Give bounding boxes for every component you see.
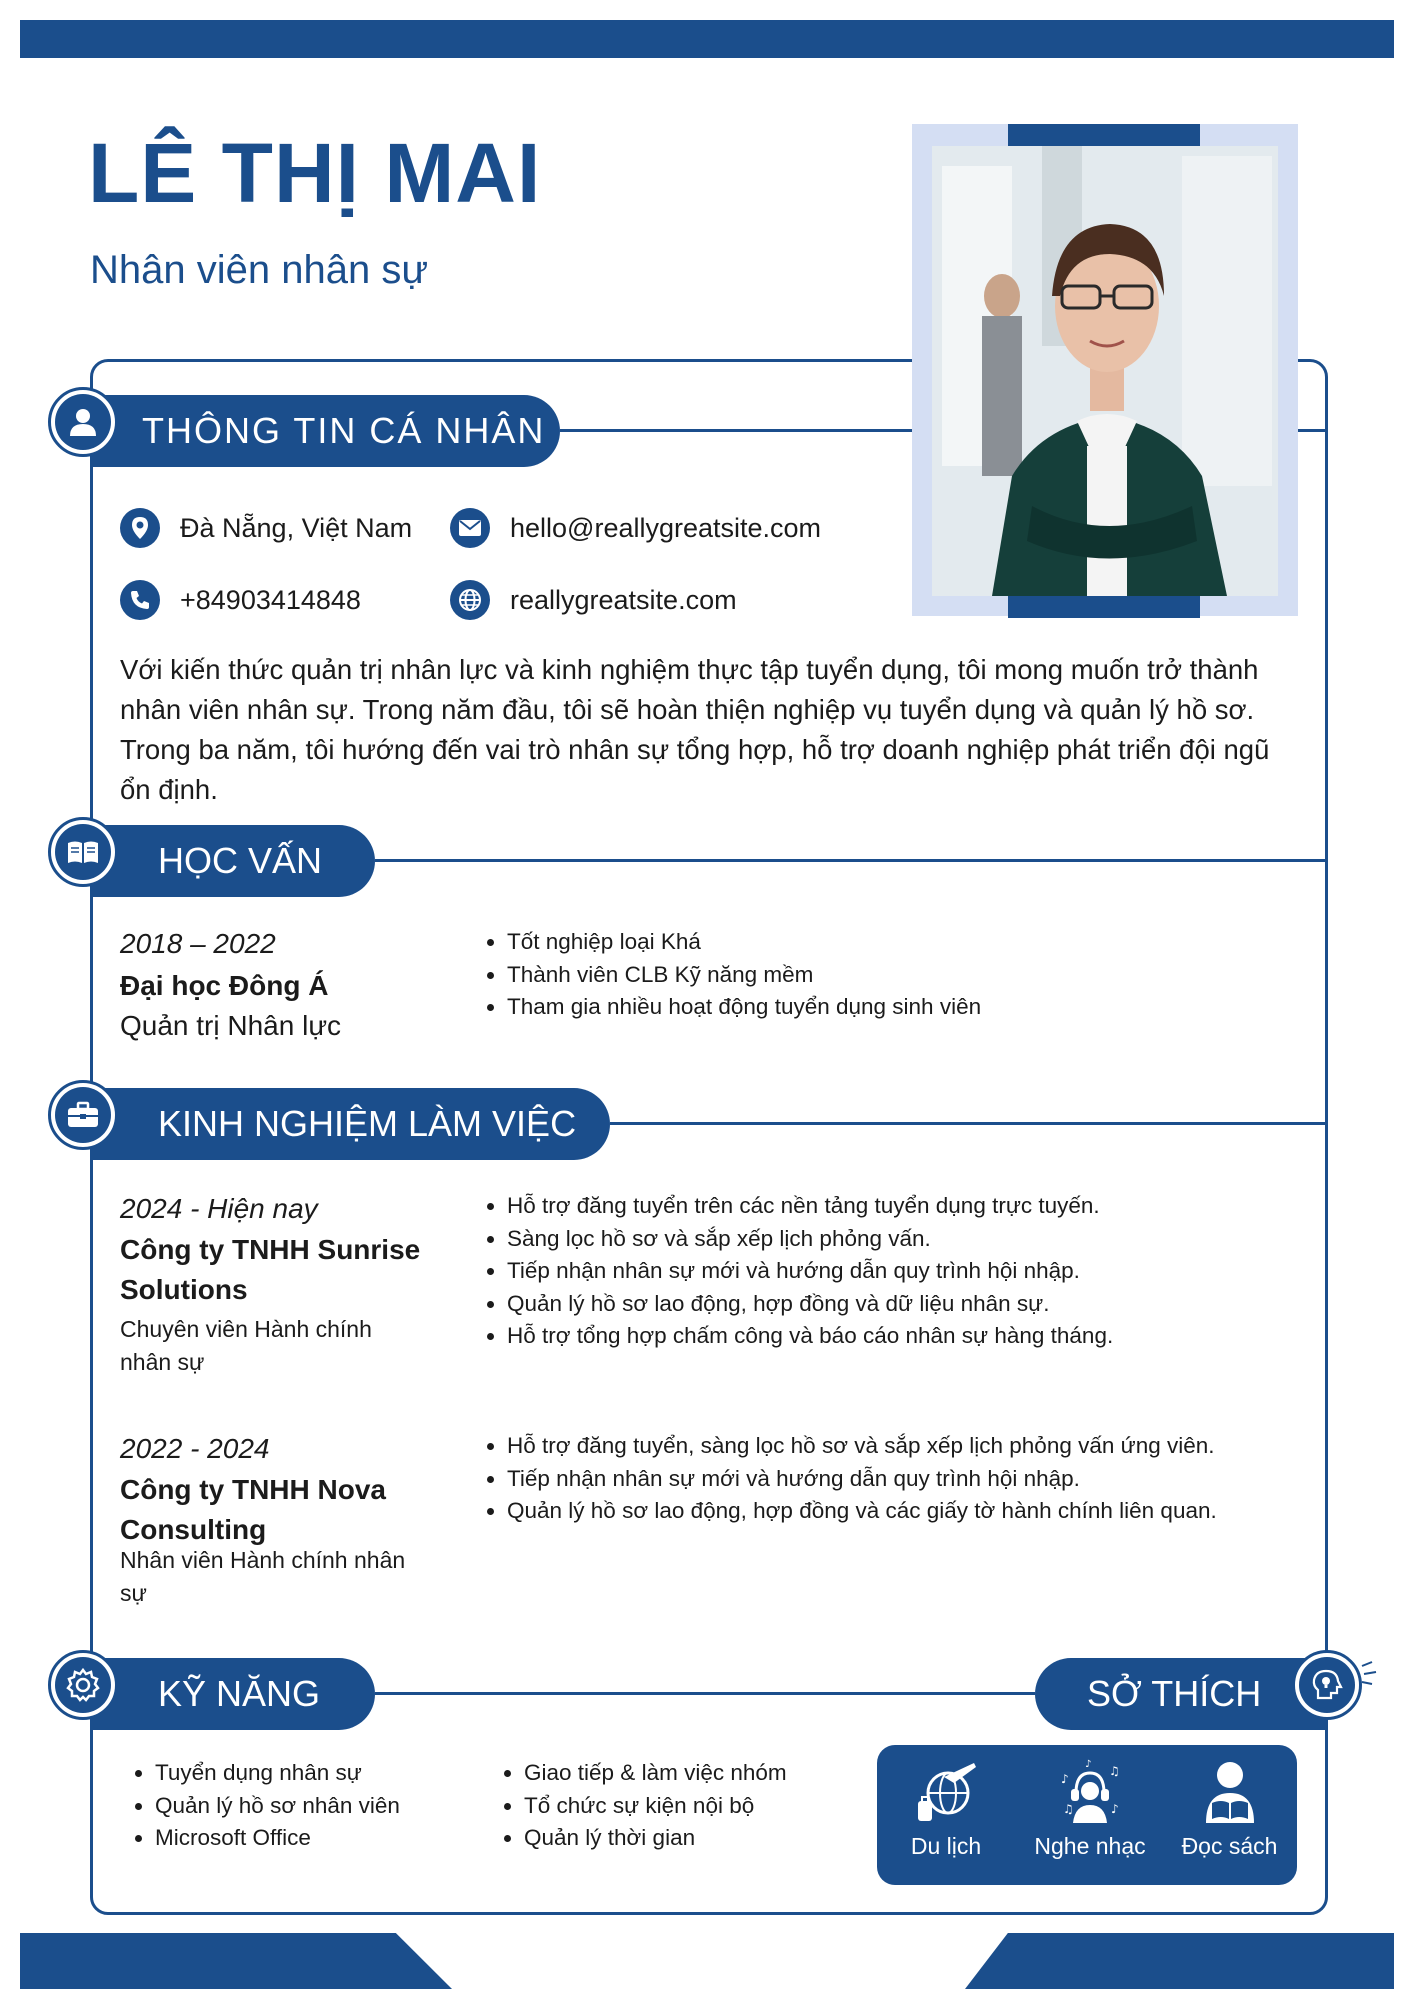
personal-divider xyxy=(560,429,912,432)
candidate-role: Nhân viên nhân sự xyxy=(90,248,429,292)
hobbies-heading: SỞ THÍCH xyxy=(1087,1673,1262,1714)
list-item: Quản lý hồ sơ nhân viên xyxy=(133,1790,400,1823)
career-summary: Với kiến thức quản trị nhân lực và kinh nghiệm thực tập tuyển dụng, tôi mong muốn trở thành nhân viên nhân sự. Trong năm đầu, tôi sẽ hoàn thiện nghiệp vụ tuyển dụng và quản lý hồ sơ. Trong ba năm, tôi hướng đến vai trò nhân sự tổng hợp, hỗ trợ doanh nghiệp phát triển đội ngũ ổn định. xyxy=(120,654,1270,805)
gear-icon xyxy=(65,1667,101,1703)
list-item: Hỗ trợ đăng tuyển, sàng lọc hồ sơ và sắp xếp lịch phỏng vấn ứng viên. xyxy=(485,1430,1217,1463)
briefcase-icon xyxy=(66,1100,100,1130)
svg-text:♪: ♪ xyxy=(1061,1772,1069,1786)
personal-heading-pill xyxy=(90,395,560,467)
book-icon xyxy=(65,837,101,867)
photo-accent-bottom xyxy=(1008,596,1200,618)
education-bullets xyxy=(485,926,981,1024)
job-2-company-line1: Công ty TNHH Nova xyxy=(120,1474,386,1505)
hobbies-box xyxy=(877,1745,1297,1885)
hobbies-heading-pill xyxy=(1035,1658,1328,1730)
job-2-title xyxy=(120,1544,405,1610)
hobby-travel-label: Du lịch xyxy=(910,1833,982,1859)
hobby-reading-label: Đọc sách xyxy=(1181,1833,1278,1859)
experience-heading-pill xyxy=(90,1088,610,1160)
experience-icon-badge xyxy=(48,1080,118,1150)
travel-icon xyxy=(914,1757,978,1827)
personal-icon-badge xyxy=(48,387,118,457)
phone-text[interactable]: +84903414848 xyxy=(180,584,361,615)
location-pin-icon xyxy=(120,508,160,548)
list-item: Hỗ trợ đăng tuyển trên các nền tảng tuyển dụng trực tuyến. xyxy=(485,1190,1113,1223)
education-date: 2018 – 2022 xyxy=(120,928,276,959)
list-item: Tốt nghiệp loại Khá xyxy=(485,926,981,959)
education-major: Quản trị Nhân lực xyxy=(120,1010,342,1041)
svg-text:♪: ♪ xyxy=(1085,1759,1092,1770)
contact-website[interactable] xyxy=(450,580,737,620)
personal-heading: THÔNG TIN CÁ NHÂN xyxy=(142,410,546,451)
list-item: Tuyển dụng nhân sự xyxy=(133,1757,400,1790)
list-item: Hỗ trợ tổng hợp chấm công và báo cáo nhân sự hàng tháng. xyxy=(485,1320,1113,1353)
user-icon xyxy=(66,405,100,439)
hobby-reading xyxy=(1172,1745,1287,1885)
skills-icon-badge xyxy=(48,1650,118,1720)
list-item: Thành viên CLB Kỹ năng mềm xyxy=(485,959,981,992)
list-item: Quản lý hồ sơ lao động, hợp đồng và các giấy tờ hành chính liên quan. xyxy=(485,1495,1217,1528)
svg-text:♫: ♫ xyxy=(1063,1802,1074,1816)
job-1-date: 2024 - Hiện nay xyxy=(120,1193,318,1224)
svg-text:♫: ♫ xyxy=(1109,1764,1120,1778)
profile-photo xyxy=(932,146,1278,596)
education-heading: HỌC VẤN xyxy=(158,840,323,881)
job-2-company xyxy=(120,1470,386,1550)
skills-col2 xyxy=(502,1757,787,1855)
sparkle-lines-icon xyxy=(1360,1660,1380,1690)
list-item: Quản lý thời gian xyxy=(502,1822,787,1855)
education-heading-pill xyxy=(90,825,375,897)
hobby-travel xyxy=(891,1745,1001,1885)
bottom-right-accent xyxy=(965,1933,1394,1989)
website-text[interactable]: reallygreatsite.com xyxy=(510,584,737,615)
skills-divider xyxy=(375,1692,1035,1695)
bottom-left-accent xyxy=(20,1933,452,1989)
skills-col1 xyxy=(133,1757,400,1855)
hobbies-icon-badge xyxy=(1292,1650,1362,1720)
job-1-company-line2: Solutions xyxy=(120,1274,248,1305)
globe-icon xyxy=(450,580,490,620)
job-2-date: 2022 - 2024 xyxy=(120,1433,270,1464)
headphones-icon xyxy=(1055,1757,1125,1827)
hobby-music-label: Nghe nhạc xyxy=(1034,1833,1146,1859)
phone-icon xyxy=(120,580,160,620)
email-text[interactable]: hello@reallygreatsite.com xyxy=(510,512,822,543)
top-accent-bar xyxy=(20,20,1394,58)
svg-text:♪: ♪ xyxy=(1111,1802,1119,1816)
list-item: Sàng lọc hồ sơ và sắp xếp lịch phỏng vấn. xyxy=(485,1223,1113,1256)
job-1-title xyxy=(120,1313,372,1379)
job-2-company-line2: Consulting xyxy=(120,1514,267,1545)
experience-divider xyxy=(610,1122,1328,1125)
job-2-title-line2: sự xyxy=(120,1580,147,1606)
contact-email[interactable] xyxy=(450,508,821,548)
job-1-title-line1: Chuyên viên Hành chính xyxy=(120,1316,372,1342)
reading-icon xyxy=(1198,1757,1262,1827)
job-1-company-line1: Công ty TNHH Sunrise xyxy=(120,1234,421,1265)
list-item: Giao tiếp & làm việc nhóm xyxy=(502,1757,787,1790)
list-item: Tham gia nhiều hoạt động tuyển dụng sinh viên xyxy=(485,991,981,1024)
skills-heading: KỸ NĂNG xyxy=(158,1673,321,1714)
job-2-bullets xyxy=(485,1430,1217,1528)
job-2-title-line1: Nhân viên Hành chính nhân xyxy=(120,1547,406,1573)
job-1-company xyxy=(120,1230,420,1310)
list-item: Tổ chức sự kiện nội bộ xyxy=(502,1790,787,1823)
personal-divider-right xyxy=(1298,429,1328,432)
list-item: Tiếp nhận nhân sự mới và hướng dẫn quy trình hội nhập. xyxy=(485,1463,1217,1496)
contact-location xyxy=(120,508,412,548)
list-item: Quản lý hồ sơ lao động, hợp đồng và dữ liệu nhân sự. xyxy=(485,1288,1113,1321)
experience-heading: KINH NGHIỆM LÀM VIỆC xyxy=(158,1103,577,1144)
job-1-title-line2: nhân sự xyxy=(120,1349,205,1375)
skills-heading-pill xyxy=(90,1658,375,1730)
mail-icon xyxy=(450,508,490,548)
location-text: Đà Nẵng, Việt Nam xyxy=(180,512,413,543)
contact-phone[interactable] xyxy=(120,580,361,620)
list-item: Tiếp nhận nhân sự mới và hướng dẫn quy trình hội nhập. xyxy=(485,1255,1113,1288)
job-1-bullets xyxy=(485,1190,1113,1353)
hobby-music xyxy=(1025,1745,1155,1885)
education-divider xyxy=(375,859,1328,862)
candidate-name: LÊ THỊ MAI xyxy=(88,126,542,220)
idea-head-icon xyxy=(1310,1668,1344,1702)
education-icon-badge xyxy=(48,817,118,887)
photo-accent-top xyxy=(1008,124,1200,146)
list-item: Microsoft Office xyxy=(133,1822,400,1855)
education-school: Đại học Đông Á xyxy=(120,970,329,1001)
